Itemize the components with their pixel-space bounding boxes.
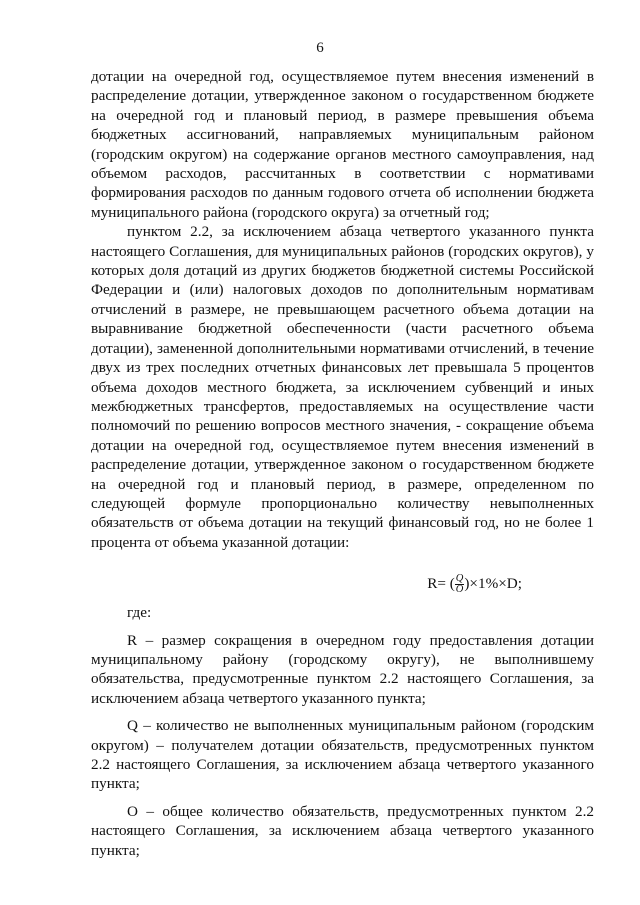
formula-fraction	[455, 574, 465, 595]
definition-q: Q – количество не выполненных муниципальным районом (городским округом) – получателем дотации обязательств, предусмотренных пунктом 2.2 настоящего Соглашения, за исключением абзаца четвертого указанного пункта;	[91, 717, 594, 793]
document-body	[91, 67, 594, 860]
formula-lhs: R= (	[427, 575, 455, 593]
definition-o: O – общее количество обязательств, предусмотренных пунктом 2.2 настоящего Соглашения, за исключением абзаца четвертого указанного пункта;	[91, 802, 594, 859]
formula-rhs: )×1%×D;	[464, 575, 522, 593]
where-label: где:	[127, 604, 152, 622]
paragraph-continuation: дотации на очередной год, осуществляемое путем внесения изменений в распределение дотации, утвержденное законом о государственном бюджете на очередной год и плановый период, в размере превышения объема бюджетных ассигнований, направляемых муниципальным районом (городским округом) на содержание органов местного самоуправления, над объемом расходов, рассчитанных в соответствии с нормативами формирования расходов по данным годового отчета об исполнении бюджета муниципального района (городского округа) за отчетный год;	[91, 68, 594, 221]
formula-denominator: O	[455, 584, 464, 596]
page-number: 6	[316, 40, 324, 56]
definition-r: R – размер сокращения в очередном году предоставления дотации муниципальному району (городскому округу), не выполнившему обязательства, предусмотренные пунктом 2.2 настоящего Соглашения, за исключением абзаца четвертого указанного пункта;	[91, 631, 594, 707]
formula	[91, 573, 594, 595]
formula-numerator: Q	[455, 573, 464, 585]
paragraph-clause-2-2: пунктом 2.2, за исключением абзаца четвертого указанного пункта настоящего Соглашения, для муниципальных районов (городских округов), у которых доля дотаций из других бюджетов бюджетной системы Российской Федерации и (или) налоговых доходов по дополнительным нормативам отчислений в размере, не превышающем расчетного объема дотации на выравнивание бюджетной обеспеченности (части расчетного объема дотации), замененной дополнительными нормативами отчислений, в течение двух из трех последних отчетных финансовых лет превышала 5 процентов объема доходов местного бюджета, за исключением субвенций и иных межбюджетных трансфертов, предоставляемых на осуществление части полномочий по решению вопросов местного значения, - сокращение объема дотации на очередной год, осуществляемое путем внесения изменений в распределение дотации, утвержденное законом о государственном бюджете на очередной год и плановый период, в размере, определенном по следующей формуле пропорционально количеству невыполненных обязательств от объема дотации на текущий финансовый год, но не более 1 процента от объема указанной дотации:	[91, 223, 594, 551]
